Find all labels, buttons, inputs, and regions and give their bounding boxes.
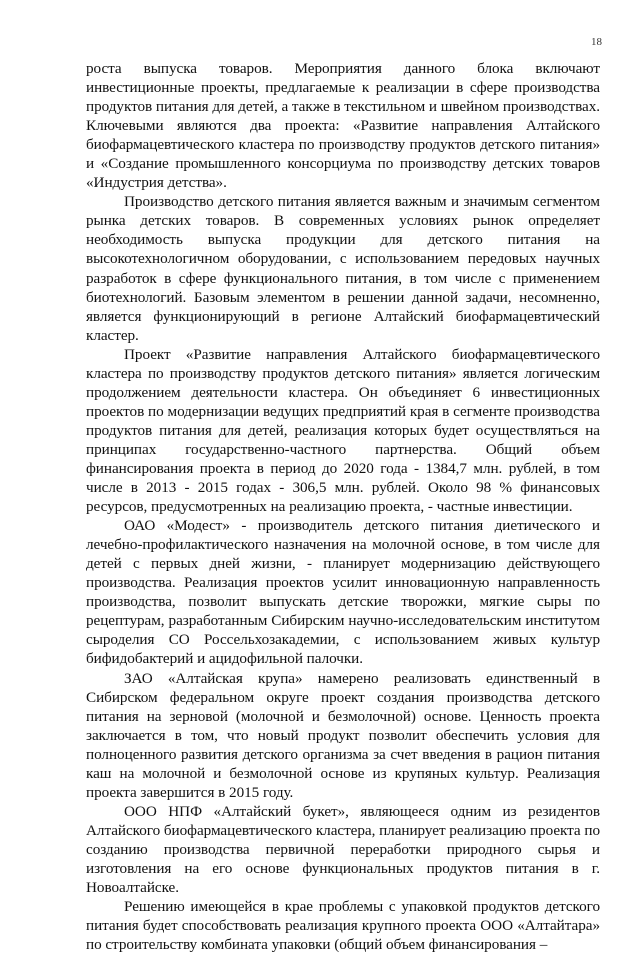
paragraph-modest: ОАО «Модест» - производитель детского питания диетического и лечебно-профилактического назначения на молочной основе, в том числе для детей с первых дней жизни, - планирует модернизацию действующего производства. Реализация проектов усилит инновационную направленность производства, позволит выпускать детские творожки, мягкие сыры по рецептурам, разработанным Сибирским научно-исследовательским институтом сыроделия СО Россельхозакадемии, с использованием живых культур бифидобактерий и ацидофильной палочки. <box>86 517 600 668</box>
paragraph-cluster-project: Проект «Развитие направления Алтайского биофармацевтического кластера по производству продуктов детского питания» является логическим продолжением деятельности кластера. Он объединяет 6 инвестиционных проектов по модернизации ведущих предприятий края в сегменте производства продуктов питания для детей, реализация которых будет осуществляться на принципах государственно-частного партнерства. Общий объем финансирования проекта в период до 2020 года - 1384,7 млн. рублей, в том числе в 2013 - 2015 годах - 306,5 млн. рублей. Около 98 % финансовых ресурсов, предусмотренных на реализацию проекта, - частные инвестиции. <box>86 345 600 516</box>
paragraph-altai-buket: ООО НПФ «Алтайский букет», являющееся одним из резидентов Алтайского биофармацевтического кластера, планирует реализацию проекта по созданию производства первичной переработки природного сырья и изготовления на его основе функциональных продуктов питания в г. Новоалтайске. <box>86 802 600 897</box>
paragraph-baby-food-production: Производство детского питания является важным и значимым сегментом рынка детских товаров. В современных условиях рынок определяет необходимость выпуска продукции для детского питания на высокотехнологичном оборудовании, с использованием передовых научных разработок в сфере функционального питания, в том числе с применением биотехнологий. Базовым элементом в решении данной задачи, несомненно, является функционирующий в регионе Алтайский биофармацевтический кластер. <box>86 193 600 344</box>
document-body <box>86 59 600 954</box>
page-number: 18 <box>591 36 602 48</box>
paragraph-continuation: роста выпуска товаров. Мероприятия данного блока включают инвестиционные проекты, предлагаемые к реализации в сфере производства продуктов питания для детей, а также в текстильном и швейном производствах. Ключевыми являются два проекта: «Развитие направления Алтайского биофармацевтического кластера по производству продуктов детского питания» и «Создание промышленного консорциума по производству детских товаров «Индустрия детства». <box>86 60 600 192</box>
paragraph-packaging: Решению имеющейся в крае проблемы с упаковкой продуктов детского питания будет способствовать реализация крупного проекта ООО «Алтайтара» по строительству комбината упаковки (общий объем финансирования – <box>86 898 600 954</box>
paragraph-altai-krupa: ЗАО «Алтайская крупа» намерено реализовать единственный в Сибирском федеральном округе проект создания производства детского питания на зерновой (молочной и безмолочной) основе. Ценность проекта заключается в том, что новый продукт позволит обеспечить условия для полноценного развития детского организма за счет введения в рацион питания каш на молочной и безмолочной основе из крупяных культур. Реализация проекта завершится в 2015 году. <box>86 669 600 801</box>
